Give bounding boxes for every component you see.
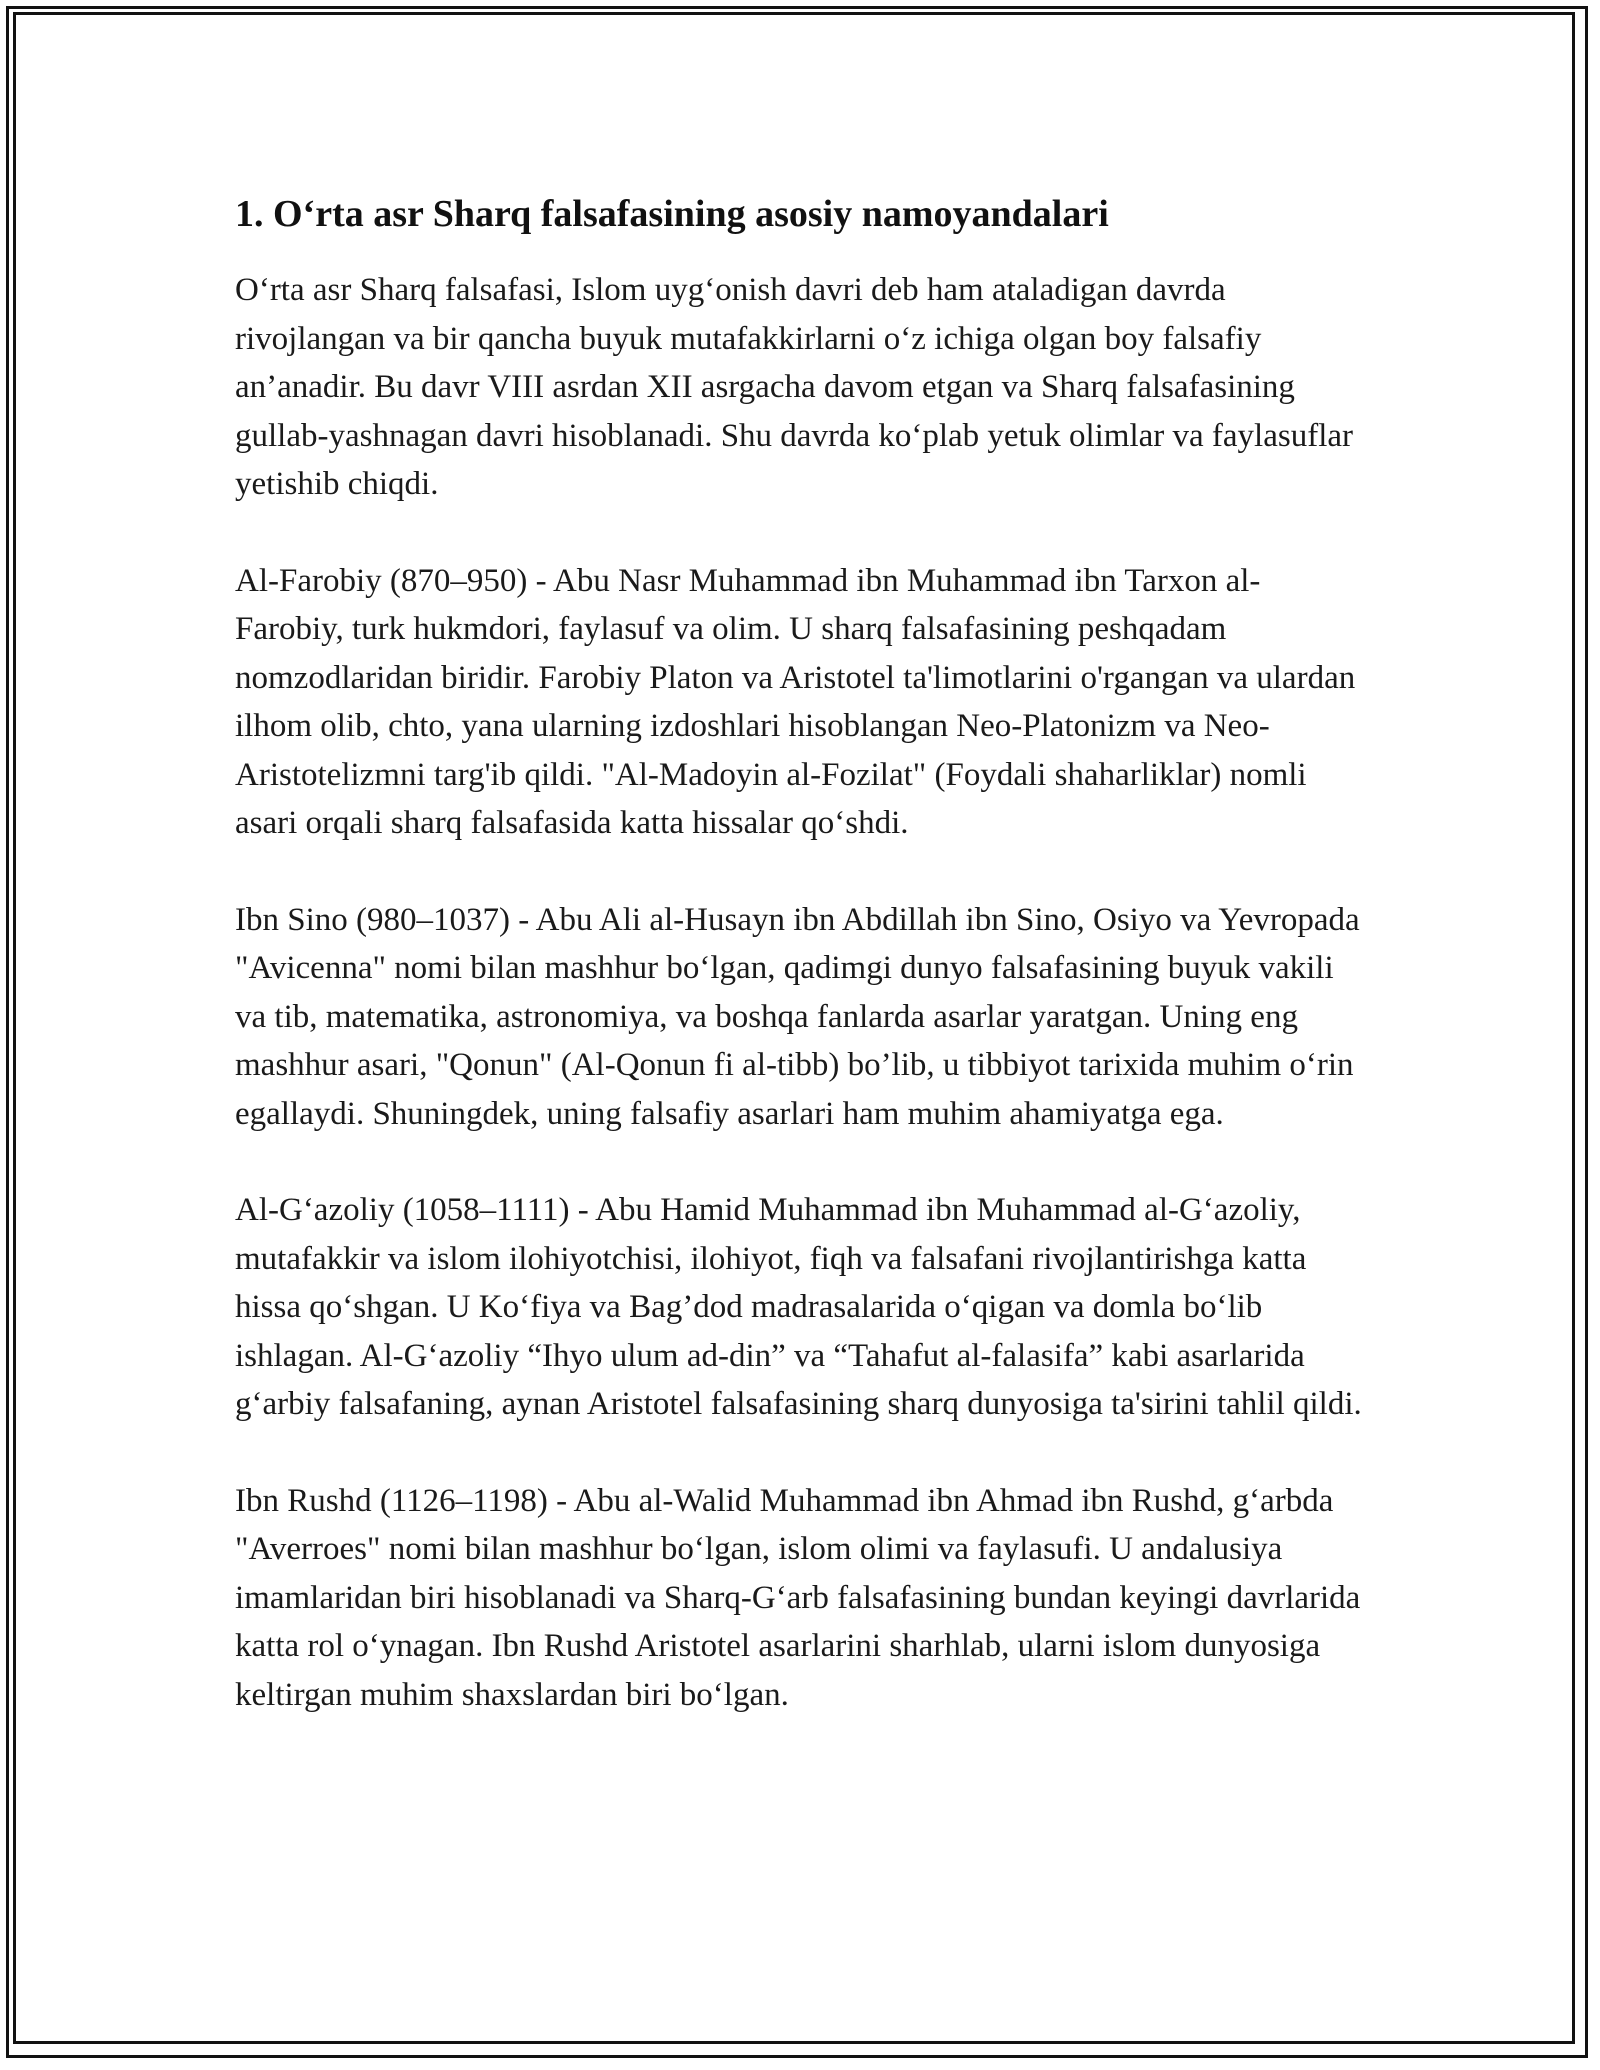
document-body	[235, 188, 1365, 1719]
paragraph-ibn-sino: Ibn Sino (980–1037) - Abu Ali al-Husayn ibn Abdillah ibn Sino, Osiyo va Yevropada "Avicenna" nomi bilan mashhur bo‘lgan, qadimgi dunyo falsafasining buyuk vakili va tib, matematika, astronomiya, va boshqa fanlarda asarlar yaratgan. Uning eng mashhur asari, "Qonun" (Al-Qonun fi al-tibb) bo’lib, u tibbiyot tarixida muhim o‘rin egallaydi. Shuningdek, uning falsafiy asarlari ham muhim ahamiyatga ega.	[235, 901, 1360, 1132]
paragraph-intro: O‘rta asr Sharq falsafasi, Islom uyg‘onish davri deb ham ataladigan davrda rivojlangan va bir qancha buyuk mutafakkirlarni o‘z ichiga olgan boy falsafiy an’anadir. Bu davr VIII asrdan XII asrgacha davom etgan va Sharq falsafasining gullab-yashnagan davri hisoblanadi. Shu davrda ko‘plab yetuk olimlar va faylasuflar yetishib chiqdi.	[235, 272, 1354, 502]
paragraph-al-gazoliy: Al-G‘azoliy (1058–1111) - Abu Hamid Muhammad ibn Muhammad al-G‘azoliy, mutafakkir va islom ilohiyotchisi, ilohiyot, fiqh va falsafani rivojlantirishga katta hissa qo‘shgan. U Ko‘fiya va Bag’dod madrasalarida o‘qigan va domla bo‘lib ishlagan. Al-G‘azoliy “Ihyo ulum ad-din” va “Tahafut al-falasifa” kabi asarlarida g‘arbiy falsafaning, aynan Aristotel falsafasining sharq dunyosiga ta'sirini tahlil qildi.	[235, 1192, 1362, 1422]
document-title: 1. O‘rta asr Sharq falsafasining asosiy namoyandalari	[235, 193, 1109, 235]
paragraph-al-farobiy: Al-Farobiy (870–950) - Abu Nasr Muhammad ibn Muhammad ibn Tarxon al-Farobiy, turk hukmdori, faylasuf va olim. U sharq falsafasining peshqadam nomzodlaridan biridir. Farobiy Platon va Aristotel ta'limotlarini o'rgangan va ulardan ilhom olib, chto, yana ularning izdoshlari hisoblangan Neo-Platonizm va Neo-Aristotelizmni targ'ib qildi. "Al-Madoyin al-Fozilat" (Foydali shaharliklar) nomli asari orqali sharq falsafasida katta hissalar qo‘shdi.	[235, 562, 1356, 841]
paragraph-ibn-rushd: Ibn Rushd (1126–1198) - Abu al-Walid Muhammad ibn Ahmad ibn Rushd, g‘arbda "Averroes" nomi bilan mashhur bo‘lgan, islom olimi va faylasufi. U andalusiya imamlaridan biri hisoblanadi va Sharq-G‘arb falsafasining bundan keyingi davrlarida katta rol o‘ynagan. Ibn Rushd Aristotel asarlarini sharhlab, ularni islom dunyosiga keltirgan muhim shaxslardan biri bo‘lgan.	[235, 1482, 1361, 1713]
